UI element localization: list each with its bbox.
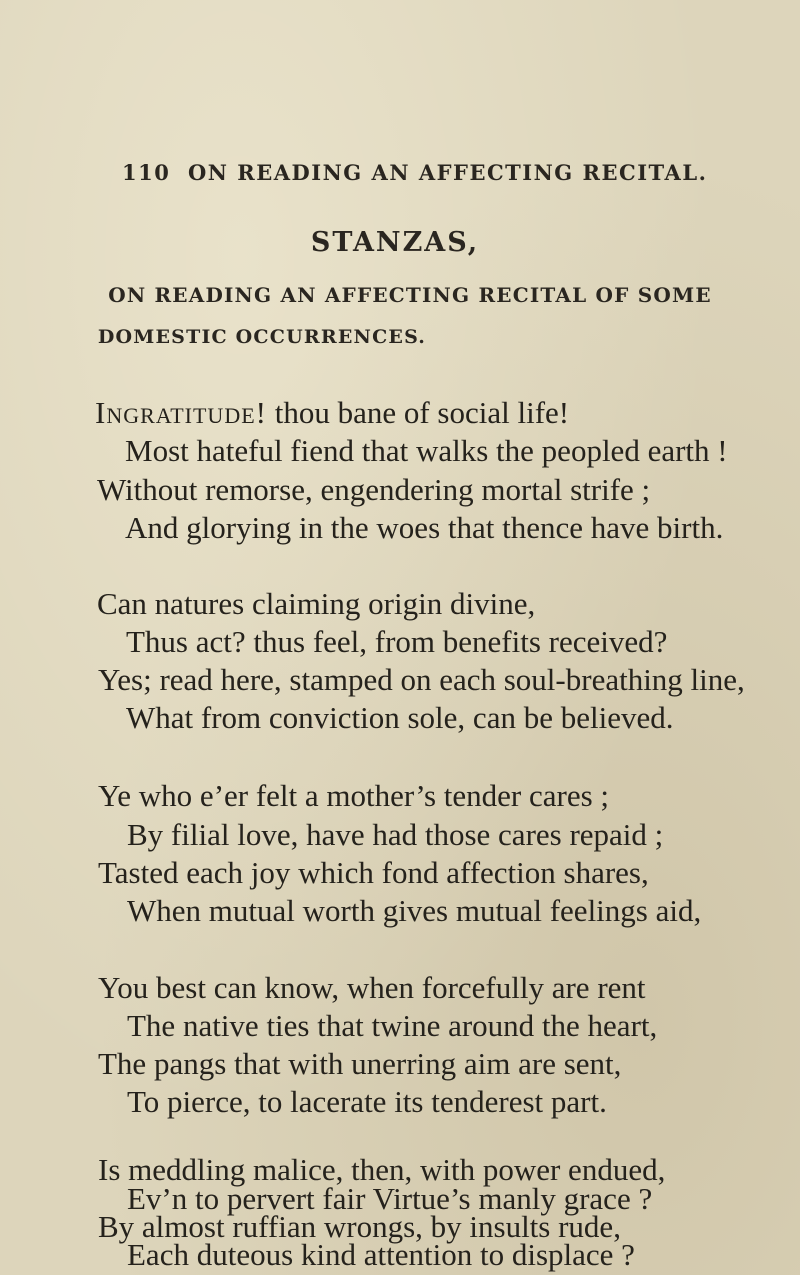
opening-word: Ingratitude! [95,395,267,430]
running-header [122,160,762,192]
poem-title: ON READING AN AFFECTING RECITAL OF SOME [108,283,712,307]
poem-line: The native ties that twine around the heart, [127,1008,658,1043]
poem-line: When mutual worth gives mutual feelings aid, [127,893,702,928]
page-number: 110 [122,160,171,185]
poem-line: Tasted each joy which fond affection shares, [98,855,649,890]
poem-heading: STANZAS, [310,227,480,258]
poem-line: By filial love, have had those cares repaid ; [127,817,664,852]
poem-subtitle: DOMESTIC OCCURRENCES. [97,326,427,348]
poem-line: By almost ruffian wrongs, by insults rude, [98,1209,621,1244]
poem-line: Most hateful fiend that walks the peopled earth ! [125,433,728,468]
poem-line: Can natures claiming origin divine, [97,586,536,621]
poem-line: Ingratitude! thou bane of social life! [95,395,570,430]
poem-line: Without remorse, engendering mortal strife ; [97,472,651,507]
poem-line: What from conviction sole, can be believed. [126,700,674,735]
poem-line: The pangs that with unerring aim are sent, [98,1046,622,1081]
poem-line: And glorying in the woes that thence have birth. [125,510,724,545]
poem-line: Ye who e’er felt a mother’s tender cares ; [98,778,610,813]
poem-line: Yes; read here, stamped on each soul-breathing line, [98,662,745,697]
poem-line: Thus act? thus feel, from benefits received? [126,624,668,659]
poem-line: Is meddling malice, then, with power endued, [98,1152,666,1187]
running-title: ON READING AN AFFECTING RECITAL. [188,160,708,185]
poem-line: Each duteous kind attention to displace ? [127,1237,635,1272]
poem-line: Ev’n to pervert fair Virtue’s manly grace ? [127,1181,653,1216]
poem-line: To pierce, to lacerate its tenderest part. [127,1084,607,1119]
poem-line: You best can know, when forcefully are rent [98,970,646,1005]
